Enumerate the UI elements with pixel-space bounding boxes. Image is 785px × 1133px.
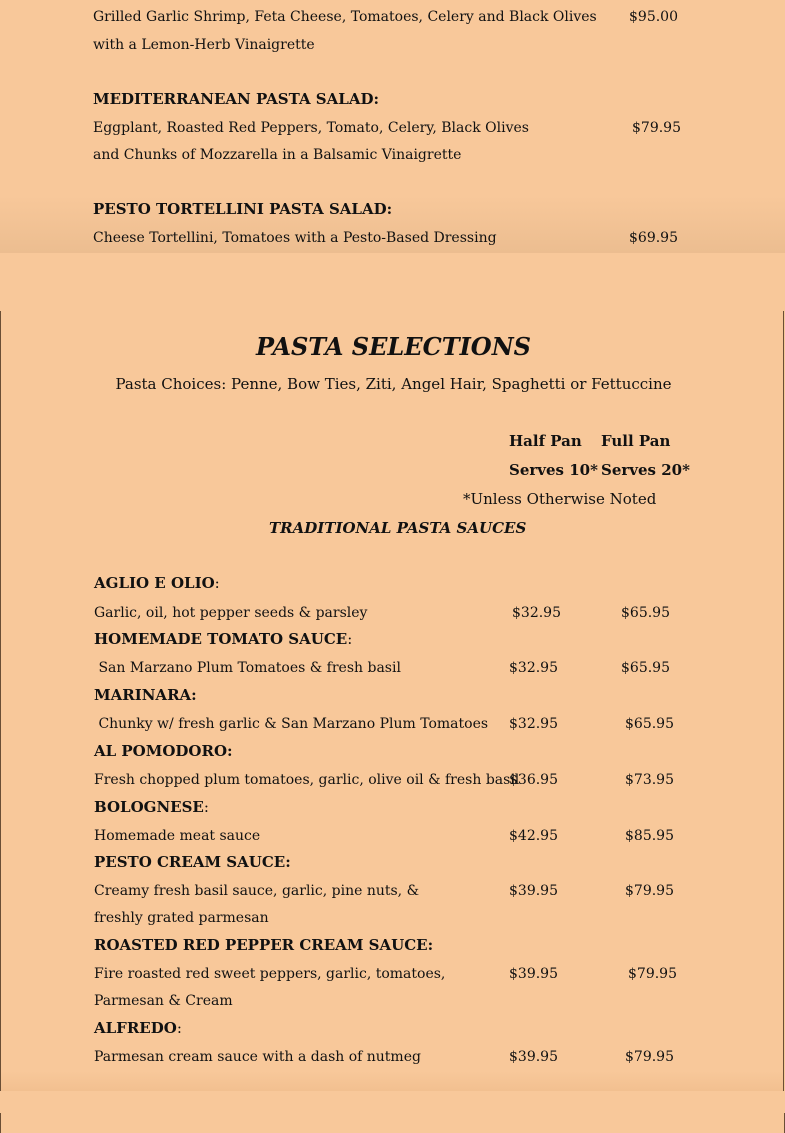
sauce-1-description: Garlic, oil, hot pepper seeds & parsley (94, 605, 368, 621)
sauce-3-name: MARINARA: (94, 686, 197, 704)
sauce-2-description: San Marzano Plum Tomatoes & fresh basil (94, 660, 401, 676)
sauce-4-name: AL POMODORO: (94, 742, 233, 760)
next-page-top (0, 1091, 785, 1133)
sauce-1-name: AGLIO E OLIO: (94, 574, 220, 592)
salad-2-description-line1: Eggplant, Roasted Red Peppers, Tomato, Celery, Black Olives (93, 120, 529, 136)
sauce-6-description-line1: Creamy fresh basil sauce, garlic, pine nuts, & (94, 883, 420, 899)
sauce-7-description-line1: Fire roasted red sweet peppers, garlic, tomatoes, (94, 966, 446, 982)
sauce-6-name: PESTO CREAM SAUCE: (94, 853, 291, 871)
sauce-1-full-price: $65.95 (621, 605, 670, 621)
salad-2-description-line2: and Chunks of Mozzarella in a Balsamic Vinaigrette (93, 147, 462, 163)
sauce-5-full-price: $85.95 (625, 828, 674, 844)
sauce-5-half-price: $42.95 (509, 828, 558, 844)
sauce-2-full-price: $65.95 (621, 660, 670, 676)
pasta-section-title: PASTA SELECTIONS (256, 332, 531, 361)
sauce-3-half-price: $32.95 (509, 716, 558, 732)
salad-3-price: $69.95 (629, 230, 678, 246)
salad-2-name: MEDITERRANEAN PASTA SALAD: (93, 90, 380, 108)
serving-note: *Unless Otherwise Noted (463, 490, 657, 508)
sauce-8-half-price: $39.95 (509, 1049, 558, 1065)
page-gap (0, 253, 785, 311)
pasta-page-section (0, 311, 784, 1091)
sauce-4-description: Fresh chopped plum tomatoes, garlic, olive oil & fresh basil (94, 772, 520, 788)
salad-3-name: PESTO TORTELLINI PASTA SALAD: (93, 200, 393, 218)
sauce-3-full-price: $65.95 (625, 716, 674, 732)
sauce-2-half-price: $32.95 (509, 660, 558, 676)
traditional-sauces-subtitle: TRADITIONAL PASTA SAUCES (269, 519, 527, 537)
full-pan-header: Full Pan (601, 432, 671, 450)
sauce-8-description: Parmesan cream sauce with a dash of nutmeg (94, 1049, 421, 1065)
salad-page-section (0, 0, 785, 253)
sauce-3-description: Chunky w/ fresh garlic & San Marzano Plum Tomatoes (94, 716, 489, 732)
salad-1-description-line1: Grilled Garlic Shrimp, Feta Cheese, Tomatoes, Celery and Black Olives (93, 9, 597, 25)
sauce-8-full-price: $79.95 (625, 1049, 674, 1065)
salad-3-description-line1: Cheese Tortellini, Tomatoes with a Pesto-Based Dressing (93, 230, 497, 246)
page-border-left (0, 1113, 1, 1133)
sauce-5-name: BOLOGNESE: (94, 798, 209, 816)
full-pan-serves: Serves 20* (601, 461, 690, 479)
sauce-6-description-line2: freshly grated parmesan (94, 910, 269, 926)
sauce-1-half-price: $32.95 (512, 605, 561, 621)
sauce-6-half-price: $39.95 (509, 883, 558, 899)
sauce-7-name: ROASTED RED PEPPER CREAM SAUCE: (94, 936, 434, 954)
sauce-7-full-price: $79.95 (628, 966, 677, 982)
sauce-2-name: HOMEMADE TOMATO SAUCE: (94, 630, 353, 648)
pasta-choices: Pasta Choices: Penne, Bow Ties, Ziti, Angel Hair, Spaghetti or Fettuccine (115, 375, 672, 393)
salad-2-price: $79.95 (632, 120, 681, 136)
salad-1-description-line2: with a Lemon-Herb Vinaigrette (93, 37, 315, 53)
sauce-7-half-price: $39.95 (509, 966, 558, 982)
salad-1-price: $95.00 (629, 9, 678, 25)
half-pan-serves: Serves 10* (509, 461, 598, 479)
sauce-5-description: Homemade meat sauce (94, 828, 261, 844)
sauce-4-full-price: $73.95 (625, 772, 674, 788)
sauce-4-half-price: $36.95 (509, 772, 558, 788)
half-pan-header: Half Pan (509, 432, 582, 450)
sauce-6-full-price: $79.95 (625, 883, 674, 899)
sauce-8-name: ALFREDO: (94, 1019, 182, 1037)
sauce-7-description-line2: Parmesan & Cream (94, 993, 233, 1009)
